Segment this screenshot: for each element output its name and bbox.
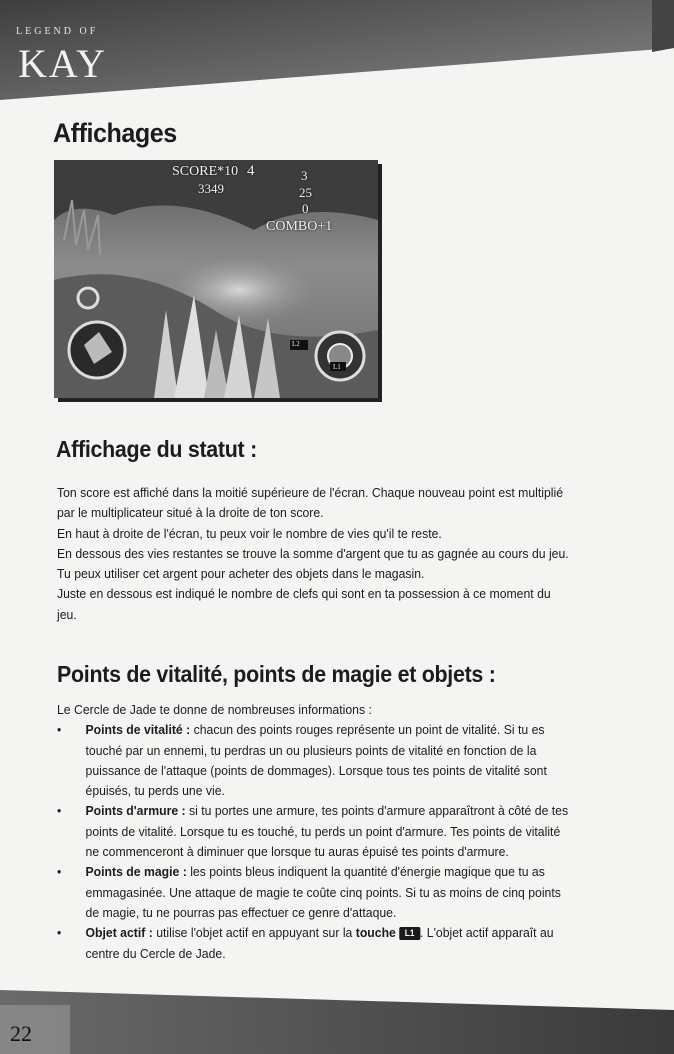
bullet-icon: • <box>57 925 62 941</box>
status-text <box>57 483 572 625</box>
hud-multiplier: 4 <box>247 163 255 179</box>
list-item <box>57 862 572 923</box>
page-title: Affichages <box>53 118 177 148</box>
footer-band <box>0 985 674 1054</box>
points-text <box>57 700 572 964</box>
logo-subtitle: LEGEND OF <box>16 26 99 37</box>
status-heading: Affichage du statut : <box>56 436 257 462</box>
status-paragraph: Ton score est affiché dans la moitié supérieure de l'écran. Chaque nouveau point est multiplié par le multiplicateur situé à la droite de ton score. <box>57 485 564 521</box>
item-term: Points de vitalité : <box>85 722 191 738</box>
hud-lives: 3 <box>301 168 308 183</box>
points-heading: Points de vitalité, points de magie et objets : <box>57 661 496 687</box>
key-word: touche <box>355 925 396 941</box>
points-intro: Le Cercle de Jade te donne de nombreuses informations : <box>57 702 372 717</box>
page-number: 22 <box>10 1021 32 1046</box>
points-list <box>57 720 572 964</box>
list-item <box>57 801 572 862</box>
logo-title: KAY <box>18 41 107 86</box>
item-text: chacun des points rouges représente un point de vitalité. Si tu es touché par un ennemi, tu perdras un ou plusieurs points de vitalité en fonction de la puissance de l'attaque (points de dommages). Lorsque tous tes points de vitalité sont épuisés, tu perds une vie. <box>85 722 547 799</box>
hud-score-label: SCORE*10 <box>172 164 239 179</box>
game-screenshot <box>54 160 378 398</box>
hud-combo: COMBO+1 <box>266 219 333 234</box>
status-paragraph: En haut à droite de l'écran, tu peux voir le nombre de vies qu'il te reste. <box>57 525 442 541</box>
item-text: . L'objet actif apparaît au centre du Cercle de Jade. <box>85 925 554 961</box>
hud-score-value: 3349 <box>198 181 224 196</box>
hud-keys: 0 <box>302 201 309 216</box>
status-paragraph: Juste en dessous est indiqué le nombre de clefs qui sont en ta possession à ce moment du jeu. <box>57 586 551 622</box>
bullet-icon: • <box>57 803 62 819</box>
list-item <box>57 720 572 801</box>
item-text: si tu portes une armure, tes points d'armure apparaîtront à côté de tes points de vitalité. Lorsque tu es touché, tu perds un point d'armure. Tes points de vitalité ne commenceront à diminuer que lorsque tu auras épuisé tes points d'armure. <box>85 803 569 860</box>
hud-money: 25 <box>299 185 312 200</box>
item-term: Points d'armure : <box>85 803 186 819</box>
header-band <box>0 0 674 120</box>
item-term: Objet actif : <box>85 925 153 941</box>
bullet-icon: • <box>57 864 62 880</box>
footer-band-shape <box>0 985 674 1054</box>
item-term: Points de magie : <box>85 864 187 880</box>
hud-button-l1: L1 <box>333 363 341 371</box>
item-text: les points bleus indiquent la quantité d'énergie magique que tu as emmagasinée. Une attaque de magie te coûte cinq points. Si tu as moins de cinq points de magie, tu ne pourras pas effectuer ce genre d'attaque. <box>85 864 561 920</box>
status-paragraph: En dessous des vies restantes se trouve la somme d'argent que tu as gagnée au cours du jeu. Tu peux utiliser cet argent pour acheter des objets dans le magasin. <box>57 545 569 582</box>
bullet-icon: • <box>57 722 62 738</box>
item-text: utilise l'objet actif en appuyant sur la <box>152 925 356 941</box>
hud-button-l2: L2 <box>292 340 300 348</box>
list-item <box>57 923 572 964</box>
l1-button-icon: L1 <box>399 927 420 940</box>
